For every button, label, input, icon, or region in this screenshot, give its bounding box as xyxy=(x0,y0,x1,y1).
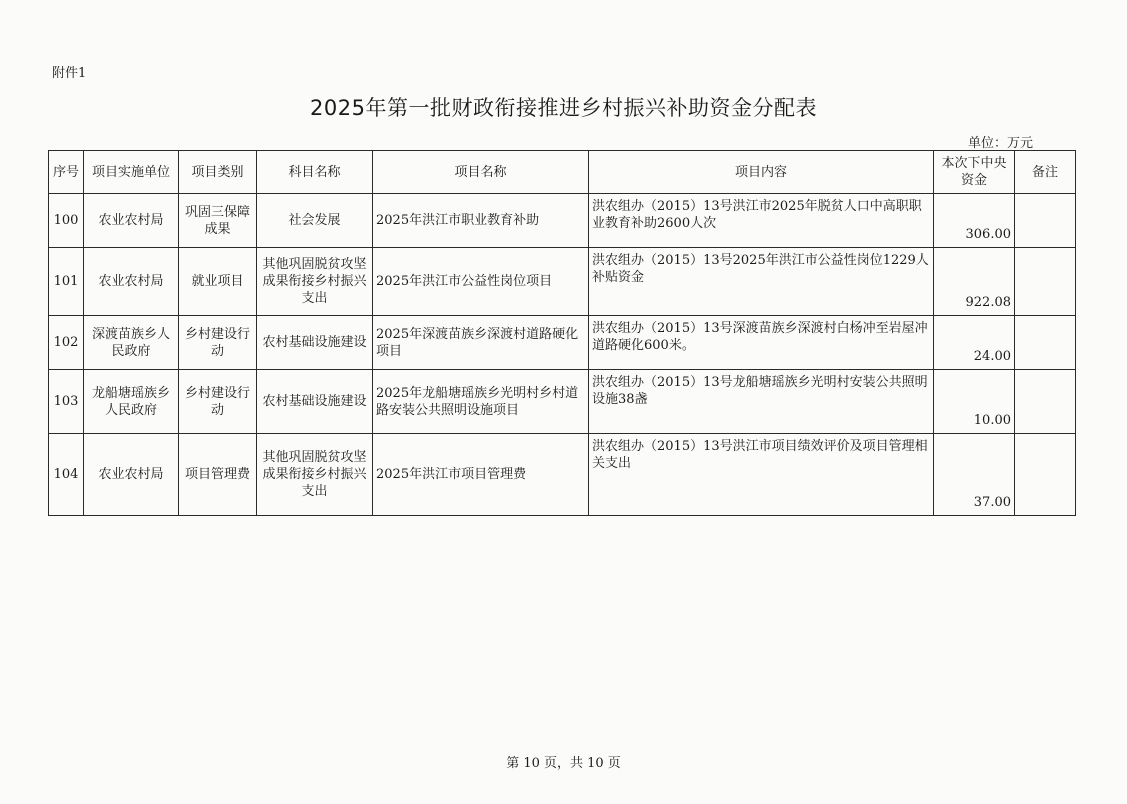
cell-remark xyxy=(1015,434,1076,516)
table-row xyxy=(49,434,1076,516)
header-content: 项目内容 xyxy=(589,151,934,194)
cell-seq: 100 xyxy=(49,194,84,248)
cell-unit: 龙船塘瑶族乡人民政府 xyxy=(84,370,179,434)
table-row xyxy=(49,370,1076,434)
cell-category: 乡村建设行动 xyxy=(179,316,257,370)
table-header-row xyxy=(49,151,1076,194)
cell-project-name: 2025年深渡苗族乡深渡村道路硬化项目 xyxy=(373,316,589,370)
cell-seq: 104 xyxy=(49,434,84,516)
cell-category: 乡村建设行动 xyxy=(179,370,257,434)
unit-label: 单位：万元 xyxy=(968,136,1034,151)
table-row xyxy=(49,316,1076,370)
header-category: 项目类别 xyxy=(179,151,257,194)
cell-subject: 其他巩固脱贫攻坚成果衔接乡村振兴支出 xyxy=(257,248,373,316)
cell-category: 巩固三保障成果 xyxy=(179,194,257,248)
cell-seq: 102 xyxy=(49,316,84,370)
header-unit: 项目实施单位 xyxy=(84,151,179,194)
cell-fund: 10.00 xyxy=(934,370,1015,434)
cell-subject: 其他巩固脱贫攻坚成果衔接乡村振兴支出 xyxy=(257,434,373,516)
cell-subject: 农村基础设施建设 xyxy=(257,316,373,370)
cell-remark xyxy=(1015,370,1076,434)
header-remark: 备注 xyxy=(1015,151,1076,194)
cell-subject: 农村基础设施建设 xyxy=(257,370,373,434)
cell-remark xyxy=(1015,316,1076,370)
cell-unit: 农业农村局 xyxy=(84,194,179,248)
cell-seq: 101 xyxy=(49,248,84,316)
cell-unit: 深渡苗族乡人民政府 xyxy=(84,316,179,370)
cell-category: 项目管理费 xyxy=(179,434,257,516)
cell-fund: 922.08 xyxy=(934,248,1015,316)
table-row xyxy=(49,248,1076,316)
cell-fund: 306.00 xyxy=(934,194,1015,248)
cell-project-name: 2025年洪江市职业教育补助 xyxy=(373,194,589,248)
cell-project-name: 2025年洪江市公益性岗位项目 xyxy=(373,248,589,316)
page-title: 2025年第一批财政衔接推进乡村振兴补助资金分配表 xyxy=(310,96,817,120)
cell-seq: 103 xyxy=(49,370,84,434)
header-subject: 科目名称 xyxy=(257,151,373,194)
cell-content: 洪农组办（2015）13号2025年洪江市公益性岗位1229人补贴资金 xyxy=(589,248,934,316)
cell-unit: 农业农村局 xyxy=(84,248,179,316)
cell-content: 洪农组办（2015）13号龙船塘瑶族乡光明村安装公共照明设施38盏 xyxy=(589,370,934,434)
cell-category: 就业项目 xyxy=(179,248,257,316)
cell-subject: 社会发展 xyxy=(257,194,373,248)
page-footer: 第 10 页，共 10 页 xyxy=(506,756,621,771)
cell-project-name: 2025年龙船塘瑶族乡光明村乡村道路安装公共照明设施项目 xyxy=(373,370,589,434)
attachment-label: 附件1 xyxy=(52,66,87,81)
cell-fund: 24.00 xyxy=(934,316,1015,370)
cell-unit: 农业农村局 xyxy=(84,434,179,516)
allocation-table xyxy=(48,150,1076,516)
header-project-name: 项目名称 xyxy=(373,151,589,194)
header-fund: 本次下中央资金 xyxy=(934,151,1015,194)
cell-content: 洪农组办（2015）13号深渡苗族乡深渡村白杨冲至岩屋冲道路硬化600米。 xyxy=(589,316,934,370)
header-seq: 序号 xyxy=(49,151,84,194)
cell-remark xyxy=(1015,248,1076,316)
cell-content: 洪农组办（2015）13号洪江市2025年脱贫人口中高职职业教育补助2600人次 xyxy=(589,194,934,248)
cell-content: 洪农组办（2015）13号洪江市项目绩效评价及项目管理相关支出 xyxy=(589,434,934,516)
cell-fund: 37.00 xyxy=(934,434,1015,516)
cell-remark xyxy=(1015,194,1076,248)
table-row xyxy=(49,194,1076,248)
cell-project-name: 2025年洪江市项目管理费 xyxy=(373,434,589,516)
